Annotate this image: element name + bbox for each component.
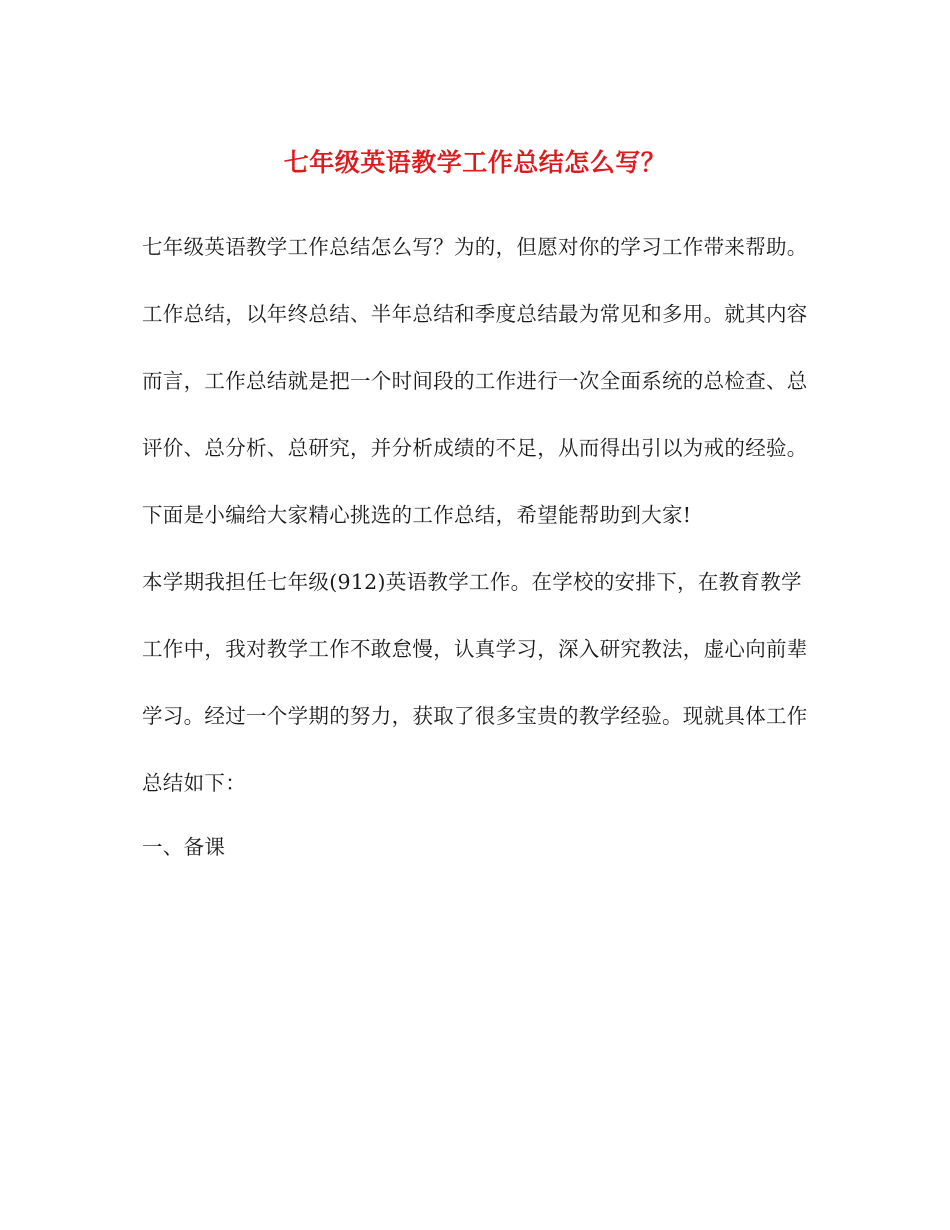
section-heading-lesson-prep: 一、备课 <box>142 835 226 859</box>
document-title: 七年级英语教学工作总结怎么写？ <box>283 148 667 177</box>
paragraph-intro: 七年级英语教学工作总结怎么写？为的，但愿对你的学习工作带来帮助。 <box>142 235 808 259</box>
document-body <box>142 214 810 877</box>
paragraph-summary: 本学期我担任七年级(912)英语教学工作。在学校的安排下，在教育教学工作中，我对教学工作不敢怠慢，认真学习，深入研究教法，虚心向前辈学习。经过一个学期的努力，获取了很多宝贵的教学经验。现就具体工作总结如下： <box>142 570 808 795</box>
paragraph-definition: 工作总结，以年终总结、半年总结和季度总结最为常见和多用。就其内容而言，工作总结就是把一个时间段的工作进行一次全面系统的总检查、总评价、总分析、总研究，并分析成绩的不足，从而得出引以为戒的经验。下面是小编给大家精心挑选的工作总结，希望能帮助到大家! <box>142 302 808 527</box>
